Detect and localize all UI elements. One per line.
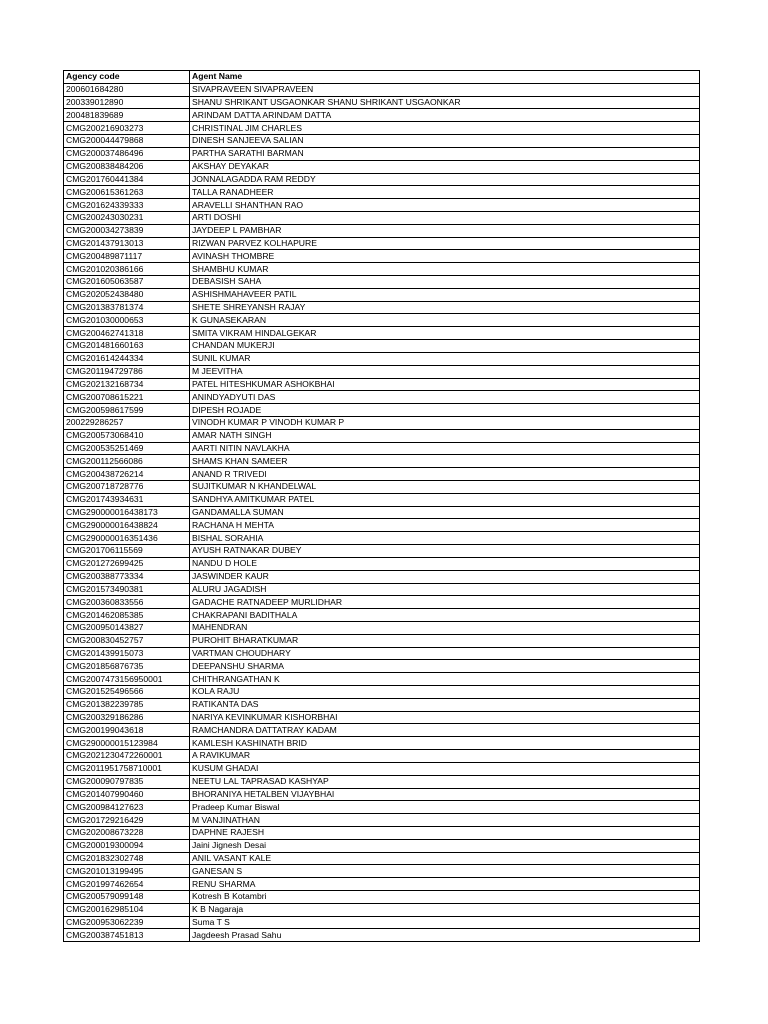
agency-code-cell: CMG201624339333 (64, 199, 190, 212)
table-row (64, 147, 700, 160)
agent-name-cell: GANDAMALLA SUMAN (190, 506, 700, 519)
agency-code-cell: CMG200830452757 (64, 634, 190, 647)
table-row (64, 83, 700, 96)
table-row (64, 250, 700, 263)
agent-name-cell: SUNIL KUMAR (190, 352, 700, 365)
agent-name-cell: KUSUM GHADAI (190, 762, 700, 775)
table-row (64, 160, 700, 173)
table-row (64, 237, 700, 250)
table-row (64, 570, 700, 583)
agent-name-cell: RAMCHANDRA DATTATRAY KADAM (190, 724, 700, 737)
agent-name-cell: DIPESH ROJADE (190, 404, 700, 417)
agent-name-cell: GADACHE RATNADEEP MURLIDHAR (190, 596, 700, 609)
agency-code-cell: CMG202052438480 (64, 288, 190, 301)
table-row (64, 788, 700, 801)
agency-code-cell: 200481839689 (64, 109, 190, 122)
table-row (64, 314, 700, 327)
table-row (64, 506, 700, 519)
table-row (64, 583, 700, 596)
agency-code-cell: CMG202132168734 (64, 378, 190, 391)
agent-name-cell: DINESH SANJEEVA SALIAN (190, 135, 700, 148)
agent-name-cell: NARIYA KEVINKUMAR KISHORBHAI (190, 711, 700, 724)
table-row (64, 852, 700, 865)
agency-code-cell: CMG200034273839 (64, 224, 190, 237)
agent-name-cell: BHORANIYA HETALBEN VIJAYBHAI (190, 788, 700, 801)
table-row (64, 186, 700, 199)
agency-code-cell: CMG200579099148 (64, 891, 190, 904)
agency-code-cell: CMG201706115569 (64, 545, 190, 558)
agency-code-cell: 200339012890 (64, 96, 190, 109)
table-row (64, 532, 700, 545)
table-row (64, 391, 700, 404)
agency-code-cell: CMG200953062239 (64, 916, 190, 929)
agent-name-cell: AKSHAY DEYAKAR (190, 160, 700, 173)
table-row (64, 340, 700, 353)
agent-name-cell: SUJITKUMAR N KHANDELWAL (190, 481, 700, 494)
table-row (64, 826, 700, 839)
table-row (64, 621, 700, 634)
agency-code-cell: CMG201729216429 (64, 814, 190, 827)
table-row (64, 122, 700, 135)
table-row (64, 750, 700, 763)
table-row (64, 288, 700, 301)
table-row (64, 839, 700, 852)
table-row (64, 724, 700, 737)
agent-name-cell: AMAR NATH SINGH (190, 429, 700, 442)
table-row (64, 737, 700, 750)
agent-name-cell: BISHAL SORAHIA (190, 532, 700, 545)
table-row (64, 404, 700, 417)
table-row (64, 903, 700, 916)
agents-table (63, 70, 700, 942)
agency-code-cell: CMG200489871117 (64, 250, 190, 263)
agency-code-cell: CMG201525496566 (64, 686, 190, 699)
agency-code-cell: CMG290000016351436 (64, 532, 190, 545)
agency-code-header: Agency code (64, 71, 190, 84)
agency-code-cell: CMG201997462654 (64, 878, 190, 891)
agent-name-cell: RENU SHARMA (190, 878, 700, 891)
agency-code-cell: 200229286257 (64, 416, 190, 429)
agency-code-cell: CMG290000015123984 (64, 737, 190, 750)
agent-name-cell: JASWINDER KAUR (190, 570, 700, 583)
table-row (64, 775, 700, 788)
agency-code-cell: CMG2007473156950001 (64, 673, 190, 686)
table-row (64, 493, 700, 506)
agent-name-cell: Jagdeesh Prasad Sahu (190, 929, 700, 942)
table-row (64, 96, 700, 109)
agency-code-cell: CMG200112566086 (64, 455, 190, 468)
agent-name-cell: RIZWAN PARVEZ KOLHAPURE (190, 237, 700, 250)
agency-code-cell: CMG200718728776 (64, 481, 190, 494)
agency-code-cell: CMG201407990460 (64, 788, 190, 801)
agent-name-cell: K B Nagaraja (190, 903, 700, 916)
agency-code-cell: CMG201462085385 (64, 609, 190, 622)
agent-name-cell: ARAVELLI SHANTHAN RAO (190, 199, 700, 212)
agency-code-cell: CMG2011951758710001 (64, 762, 190, 775)
table-row (64, 545, 700, 558)
agency-code-cell: CMG200199043618 (64, 724, 190, 737)
table-row (64, 378, 700, 391)
agent-name-cell: TALLA RANADHEER (190, 186, 700, 199)
agency-code-cell: CMG200216903273 (64, 122, 190, 135)
table-row (64, 609, 700, 622)
agency-code-cell: CMG200573068410 (64, 429, 190, 442)
table-row (64, 442, 700, 455)
agent-name-header: Agent Name (190, 71, 700, 84)
table-row (64, 173, 700, 186)
agent-name-cell: SIVAPRAVEEN SIVAPRAVEEN (190, 83, 700, 96)
agent-name-cell: ASHISHMAHAVEER PATIL (190, 288, 700, 301)
agency-code-cell: CMG202008673228 (64, 826, 190, 839)
agency-code-cell: CMG201605063587 (64, 276, 190, 289)
table-row (64, 891, 700, 904)
table-row (64, 596, 700, 609)
table-row (64, 929, 700, 942)
agency-code-cell: CMG201030000653 (64, 314, 190, 327)
table-row (64, 878, 700, 891)
agent-name-cell: ARINDAM DATTA ARINDAM DATTA (190, 109, 700, 122)
agent-name-cell: SHAMS KHAN SAMEER (190, 455, 700, 468)
agency-code-cell: CMG201439915073 (64, 647, 190, 660)
agency-code-cell: CMG2021230472260001 (64, 750, 190, 763)
agent-name-cell: CHANDAN MUKERJI (190, 340, 700, 353)
table-row (64, 455, 700, 468)
table-row (64, 916, 700, 929)
agent-name-cell: DAPHNE RAJESH (190, 826, 700, 839)
table-row (64, 109, 700, 122)
agent-name-cell: Jaini Jignesh Desai (190, 839, 700, 852)
agency-code-cell: CMG201760441384 (64, 173, 190, 186)
agent-name-cell: JAYDEEP L PAMBHAR (190, 224, 700, 237)
agent-name-cell: Suma T S (190, 916, 700, 929)
agent-name-cell: ALURU JAGADISH (190, 583, 700, 596)
agency-code-cell: CMG200838484206 (64, 160, 190, 173)
agency-code-cell: CMG200243030231 (64, 211, 190, 224)
agency-code-cell: CMG201481660163 (64, 340, 190, 353)
agent-name-cell: VINODH KUMAR P VINODH KUMAR P (190, 416, 700, 429)
agency-code-cell: CMG200535251469 (64, 442, 190, 455)
agent-name-cell: DEBASISH SAHA (190, 276, 700, 289)
header-row (64, 71, 700, 84)
agent-name-cell: SMITA VIKRAM HINDALGEKAR (190, 327, 700, 340)
table-row (64, 135, 700, 148)
table-row (64, 557, 700, 570)
table-row (64, 429, 700, 442)
agent-name-cell: M VANJINATHAN (190, 814, 700, 827)
agent-name-cell: PUROHIT BHARATKUMAR (190, 634, 700, 647)
agency-code-cell: CMG201382239785 (64, 698, 190, 711)
agency-code-cell: CMG200044479868 (64, 135, 190, 148)
agent-name-cell: MAHENDRAN (190, 621, 700, 634)
agency-code-cell: CMG201013199495 (64, 865, 190, 878)
table-row (64, 634, 700, 647)
agency-code-cell: CMG200708615221 (64, 391, 190, 404)
table-row (64, 263, 700, 276)
agent-name-cell: ANIL VASANT KALE (190, 852, 700, 865)
table-body (64, 83, 700, 941)
agent-name-cell: JONNALAGADDA RAM REDDY (190, 173, 700, 186)
agent-name-cell: Kotresh B Kotambri (190, 891, 700, 904)
table-row (64, 865, 700, 878)
agency-code-cell: CMG201383781374 (64, 301, 190, 314)
agent-name-cell: CHAKRAPANI BADITHALA (190, 609, 700, 622)
agency-code-cell: CMG200162985104 (64, 903, 190, 916)
agency-code-cell: CMG201194729786 (64, 365, 190, 378)
agent-name-cell: KOLA RAJU (190, 686, 700, 699)
agency-code-cell: CMG200360833556 (64, 596, 190, 609)
table-row (64, 199, 700, 212)
agent-name-cell: SHAMBHU KUMAR (190, 263, 700, 276)
agent-name-cell: NANDU D HOLE (190, 557, 700, 570)
agency-code-cell: 200601684280 (64, 83, 190, 96)
agency-code-cell: CMG200598617599 (64, 404, 190, 417)
table-row (64, 711, 700, 724)
table-row (64, 276, 700, 289)
agent-name-cell: ARTI DOSHI (190, 211, 700, 224)
table-row (64, 647, 700, 660)
agency-code-cell: CMG200090797835 (64, 775, 190, 788)
agent-name-cell: AARTI NITIN NAVLAKHA (190, 442, 700, 455)
agent-name-cell: KAMLESH KASHINATH BRID (190, 737, 700, 750)
agency-code-cell: CMG200037486496 (64, 147, 190, 160)
agent-name-cell: A RAVIKUMAR (190, 750, 700, 763)
agent-name-cell: VARTMAN CHOUDHARY (190, 647, 700, 660)
table-row (64, 352, 700, 365)
table-row (64, 660, 700, 673)
agency-code-cell: CMG201856876735 (64, 660, 190, 673)
agent-name-cell: PARTHA SARATHI BARMAN (190, 147, 700, 160)
agency-code-cell: CMG200438726214 (64, 468, 190, 481)
agency-code-cell: CMG200950143827 (64, 621, 190, 634)
agency-code-cell: CMG200388773334 (64, 570, 190, 583)
agency-code-cell: CMG201272699425 (64, 557, 190, 570)
agency-code-cell: CMG200615361263 (64, 186, 190, 199)
table-row (64, 698, 700, 711)
table-row (64, 301, 700, 314)
table-row (64, 801, 700, 814)
table-row (64, 673, 700, 686)
agent-name-cell: SHETE SHREYANSH RAJAY (190, 301, 700, 314)
agent-name-cell: CHRISTINAL JIM CHARLES (190, 122, 700, 135)
agency-code-cell: CMG201743934631 (64, 493, 190, 506)
agency-code-cell: CMG290000016438173 (64, 506, 190, 519)
agent-name-cell: AVINASH THOMBRE (190, 250, 700, 263)
agent-name-cell: Pradeep Kumar Biswal (190, 801, 700, 814)
agency-code-cell: CMG200984127623 (64, 801, 190, 814)
table-row (64, 211, 700, 224)
agent-name-cell: ANAND R TRIVEDI (190, 468, 700, 481)
table-row (64, 224, 700, 237)
table-row (64, 365, 700, 378)
agency-code-cell: CMG201020386166 (64, 263, 190, 276)
agent-name-cell: M JEEVITHA (190, 365, 700, 378)
agency-code-cell: CMG200462741318 (64, 327, 190, 340)
agent-name-cell: CHITHRANGATHAN K (190, 673, 700, 686)
agency-code-cell: CMG290000016438824 (64, 519, 190, 532)
table-row (64, 327, 700, 340)
agent-name-cell: RATIKANTA DAS (190, 698, 700, 711)
agent-name-cell: NEETU LAL TAPRASAD KASHYAP (190, 775, 700, 788)
agent-name-cell: SANDHYA AMITKUMAR PATEL (190, 493, 700, 506)
agency-code-cell: CMG201573490381 (64, 583, 190, 596)
table-row (64, 481, 700, 494)
agent-name-cell: SHANU SHRIKANT USGAONKAR SHANU SHRIKANT USGAONKAR (190, 96, 700, 109)
agent-name-cell: AYUSH RATNAKAR DUBEY (190, 545, 700, 558)
table-row (64, 519, 700, 532)
agent-name-cell: PATEL HITESHKUMAR ASHOKBHAI (190, 378, 700, 391)
table-row (64, 762, 700, 775)
agent-name-cell: ANINDYADYUTI DAS (190, 391, 700, 404)
agency-code-cell: CMG200329186286 (64, 711, 190, 724)
agent-name-cell: K GUNASEKARAN (190, 314, 700, 327)
agent-name-cell: GANESAN S (190, 865, 700, 878)
agent-name-cell: DEEPANSHU SHARMA (190, 660, 700, 673)
agency-code-cell: CMG201614244334 (64, 352, 190, 365)
agency-code-cell: CMG201437913013 (64, 237, 190, 250)
agency-code-cell: CMG200019300094 (64, 839, 190, 852)
agent-name-cell: RACHANA H MEHTA (190, 519, 700, 532)
agency-code-cell: CMG201832302748 (64, 852, 190, 865)
agency-code-cell: CMG200387451813 (64, 929, 190, 942)
table-row (64, 416, 700, 429)
table-row (64, 814, 700, 827)
table-row (64, 686, 700, 699)
table-row (64, 468, 700, 481)
